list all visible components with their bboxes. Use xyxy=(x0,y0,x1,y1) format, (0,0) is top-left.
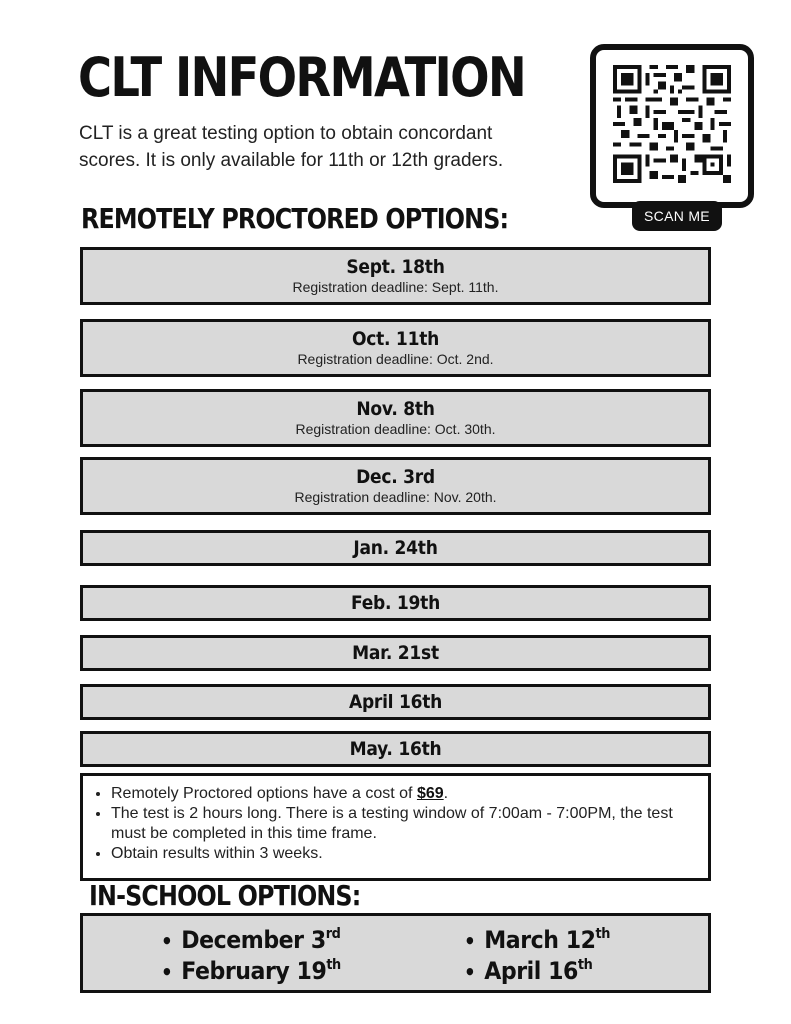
date-label: April 16th xyxy=(348,691,443,713)
note-results: • Obtain results within 3 weeks. xyxy=(111,844,698,864)
bullet: • xyxy=(161,929,173,953)
in-school-date-mar xyxy=(464,926,610,954)
remote-date-feb xyxy=(80,585,711,621)
date-label: Feb. 19th xyxy=(350,592,440,614)
remote-date-nov xyxy=(80,389,711,447)
registration-deadline: Registration deadline: Oct. 30th. xyxy=(295,421,496,437)
date-label: May. 16th xyxy=(349,738,442,760)
remote-options-heading: REMOTELY PROCTORED OPTIONS: xyxy=(81,202,509,235)
note-cost xyxy=(111,784,698,804)
date-suffix: th xyxy=(595,926,610,942)
date-label: Jan. 24th xyxy=(353,537,438,559)
intro-text: CLT is a great testing option to obtain concordant scores. It is only available for 11th or 12th graders. xyxy=(79,123,504,171)
in-school-heading: IN-SCHOOL OPTIONS: xyxy=(89,879,361,912)
date-label: Dec. 3rd xyxy=(356,466,435,488)
date-label: Oct. 11th xyxy=(351,328,440,350)
registration-deadline: Registration deadline: Sept. 11th. xyxy=(292,279,499,295)
date-label: Sept. 18th xyxy=(346,256,445,278)
bullet: • xyxy=(464,929,476,953)
date-suffix: rd xyxy=(325,926,341,942)
remote-date-sept xyxy=(80,247,711,305)
registration-deadline: Registration deadline: Nov. 20th. xyxy=(294,489,497,505)
remote-date-apr xyxy=(80,684,711,720)
notes-list xyxy=(93,784,698,864)
date-main: December 3 xyxy=(181,926,326,954)
cost-value: $69 xyxy=(416,785,444,802)
date-main: April 16 xyxy=(484,957,578,985)
remote-date-jan xyxy=(80,530,711,566)
qr-code-icon xyxy=(613,65,731,183)
bullet: • xyxy=(464,960,476,984)
in-school-date-feb xyxy=(161,957,341,985)
remote-notes-box xyxy=(80,773,711,881)
remote-date-mar xyxy=(80,635,711,671)
date-suffix: th xyxy=(326,957,341,973)
remote-date-dec xyxy=(80,457,711,515)
date-main: February 19 xyxy=(181,957,327,985)
bullet: • xyxy=(161,960,173,984)
in-school-date-apr xyxy=(464,957,592,985)
date-label: Nov. 8th xyxy=(356,398,435,420)
note-duration: • The test is 2 hours long. There is a testing window of 7:00am - 7:00PM, the test must be completed in this time frame. xyxy=(111,804,698,844)
in-school-date-dec xyxy=(161,926,340,954)
note-cost-text: Remotely Proctored options have a cost of xyxy=(111,785,417,802)
note-cost-suffix: . xyxy=(443,785,449,802)
remote-date-oct xyxy=(80,319,711,377)
date-label: Mar. 21st xyxy=(352,642,439,664)
registration-deadline: Registration deadline: Oct. 2nd. xyxy=(297,351,494,367)
date-main: March 12 xyxy=(484,926,596,954)
qr-code-frame[interactable] xyxy=(590,44,754,208)
page-title: CLT INFORMATION xyxy=(78,46,525,109)
remote-date-may xyxy=(80,731,711,767)
date-suffix: th xyxy=(577,957,593,973)
in-school-dates-box xyxy=(80,913,711,993)
scan-me-badge: SCAN ME xyxy=(632,201,722,231)
